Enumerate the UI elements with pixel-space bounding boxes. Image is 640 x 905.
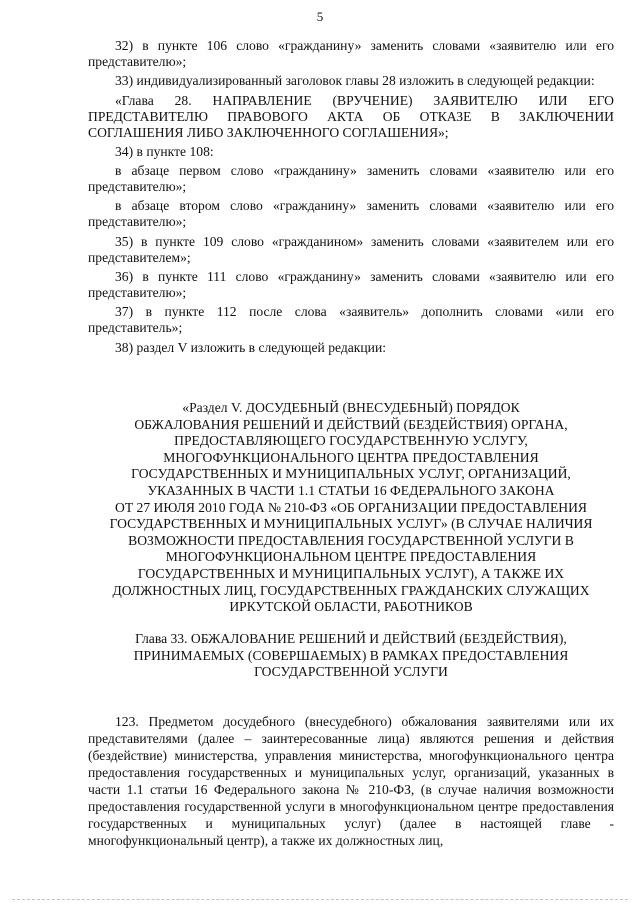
amendment-37: 37) в пункте 112 после слова «заявитель» дополнить словами «или его представитель»; bbox=[88, 304, 614, 336]
section-heading-line: ОБЖАЛОВАНИЯ РЕШЕНИЙ И ДЕЙСТВИЙ (БЕЗДЕЙСТВИЯ) ОРГАНА, bbox=[134, 416, 568, 432]
amendment-32: 32) в пункте 106 слово «гражданину» заменить словами «заявителю или его представителю»; bbox=[88, 38, 614, 69]
section-heading-line: ГОСУДАРСТВЕННЫХ И МУНИЦИПАЛЬНЫХ УСЛУГ, ОРГАНИЗАЦИЙ, bbox=[131, 466, 571, 482]
section-heading-line: УКАЗАННЫХ В ЧАСТИ 1.1 СТАТЬИ 16 ФЕДЕРАЛЬНОГО ЗАКОНА bbox=[147, 482, 555, 498]
amendment-list bbox=[88, 38, 614, 359]
section-heading-line: «Раздел V. ДОСУДЕБНЫЙ (ВНЕСУДЕБНЫЙ) ПОРЯДОК bbox=[182, 400, 520, 415]
section-heading-line: ОТ 27 ИЮЛЯ 2010 ГОДА № 210-ФЗ «ОБ ОРГАНИЗАЦИИ ПРЕДОСТАВЛЕНИЯ bbox=[115, 499, 587, 515]
chapter-28-title: «Глава 28. НАПРАВЛЕНИЕ (ВРУЧЕНИЕ) ЗАЯВИТЕЛЮ ИЛИ ЕГО ПРЕДСТАВИТЕЛЮ ПРАВОВОГО АКТА ОБ ОТКАЗЕ В ЗАКЛЮЧЕНИИ СОГЛАШЕНИЯ ЛИБО ЗАКЛЮЧЕННОГО СОГЛАШЕНИЯ»; bbox=[88, 92, 614, 140]
paragraph-123: 123. Предметом досудебного (внесудебного) обжалования заявителями или их представителями (далее – заинтересованные лица) являются решения и действия (бездействие) министерства, управления министерства, многофункционального центра предоставления государственных и муниципальных услуг, организаций, указанных в части 1.1 статьи 16 Федерального закона № 210-ФЗ, (в случае наличия возможности предоставления государственной услуги в многофункциональном центре предоставления государственных и муниципальных услуг) (далее в настоящей главе - многофункциональный центр), а также их должностных лиц, bbox=[88, 714, 614, 848]
section-heading-line: МНОГОФУНКЦИОНАЛЬНОГО ЦЕНТРА ПРЕДОСТАВЛЕНИЯ bbox=[163, 449, 539, 465]
section-heading-line: ГОСУДАРСТВЕННЫХ И МУНИЦИПАЛЬНЫХ УСЛУГ), А ТАКЖЕ ИХ bbox=[137, 565, 565, 581]
chapter-33-heading bbox=[88, 631, 614, 681]
chapter-heading-line: Глава 33. ОБЖАЛОВАНИЕ РЕШЕНИЙ И ДЕЙСТВИЙ (БЕЗДЕЙСТВИЯ), bbox=[135, 631, 567, 646]
section-heading-line: ВОЗМОЖНОСТИ ПРЕДОСТАВЛЕНИЯ ГОСУДАРСТВЕННОЙ УСЛУГИ В bbox=[128, 532, 574, 548]
amendment-35: 35) в пункте 109 слово «гражданином» заменить словами «заявителем или его представителем»; bbox=[88, 233, 614, 265]
section-heading-line: ГОСУДАРСТВЕННЫХ И МУНИЦИПАЛЬНЫХ УСЛУГ» (В СЛУЧАЕ НАЛИЧИЯ bbox=[109, 516, 593, 532]
section-heading-line: ИРКУТСКОЙ ОБЛАСТИ, РАБОТНИКОВ bbox=[229, 599, 473, 615]
chapter-heading-line: ПРИНИМАЕМЫХ (СОВЕРШАЕМЫХ) В РАМКАХ ПРЕДОСТАВЛЕНИЯ bbox=[133, 647, 569, 663]
amendment-34-first-paragraph: в абзаце первом слово «гражданину» заменить словами «заявителю или его представителю»; bbox=[88, 163, 614, 195]
section-heading-line: ДОЛЖНОСТНЫХ ЛИЦ, ГОСУДАРСТВЕННЫХ ГРАЖДАНСКИХ СЛУЖАЩИХ bbox=[112, 582, 590, 598]
section-v-heading bbox=[88, 400, 614, 616]
chapter-heading-line: ГОСУДАРСТВЕННОЙ УСЛУГИ bbox=[254, 664, 448, 680]
amendment-34-second-paragraph: в абзаце втором слово «гражданину» заменить словами «заявителю или его представителю»; bbox=[88, 198, 614, 230]
scan-edge-line bbox=[12, 899, 628, 900]
page-number: 5 bbox=[316, 9, 324, 24]
amendment-33: 33) индивидуализированный заголовок главы 28 изложить в следующей редакции: bbox=[115, 73, 595, 89]
amendment-38: 38) раздел V изложить в следующей редакции: bbox=[115, 339, 387, 355]
amendment-34: 34) в пункте 108: bbox=[115, 143, 214, 159]
amendment-36: 36) в пункте 111 слово «гражданину» заменить словами «заявителю или его представителю»; bbox=[88, 269, 614, 301]
section-heading-line: МНОГОФУНКЦИОНАЛЬНОМ ЦЕНТРЕ ПРЕДОСТАВЛЕНИЯ bbox=[165, 549, 537, 565]
section-heading-line: ПРЕДОСТАВЛЯЮЩЕГО ГОСУДАРСТВЕННУЮ УСЛУГУ, bbox=[174, 433, 528, 449]
